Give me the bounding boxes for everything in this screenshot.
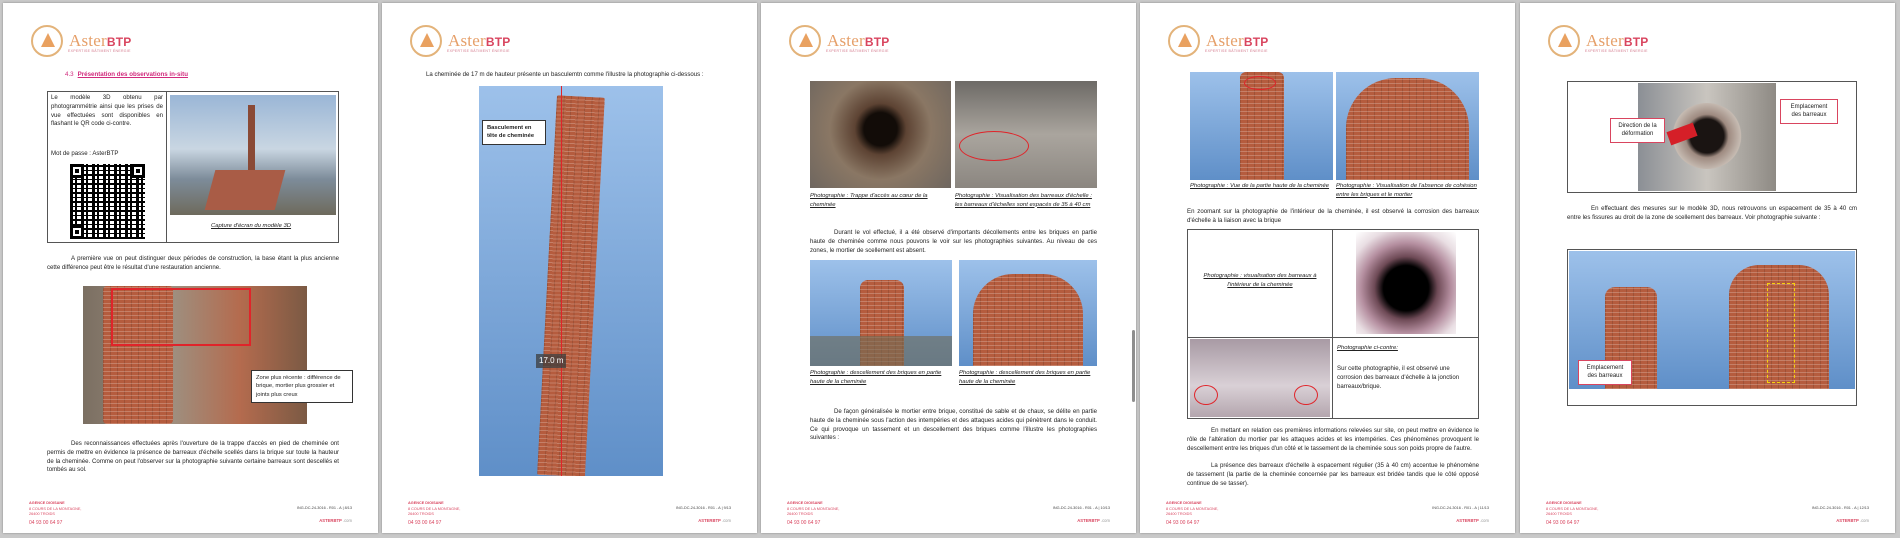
brick-detachment-photo-left bbox=[810, 260, 952, 366]
asterbtp-logo bbox=[410, 21, 510, 61]
logo-tagline: EXPERTISE BÂTIMENT ÉNERGIE bbox=[1585, 49, 1648, 53]
logo-brand-suffix: BTP bbox=[106, 34, 132, 49]
page-12 bbox=[1520, 3, 1895, 533]
chimney-top-photo bbox=[1190, 72, 1333, 180]
bars-highlight bbox=[959, 131, 1029, 161]
caption-against-body: Sur cette photographie, il est observé une corrosion des barreaux d'échelle à la jonction barreaux/brique. bbox=[1337, 365, 1460, 390]
logo-brand-suffix: BTP bbox=[1243, 34, 1269, 49]
caption-inside: Photographie : visualisation des barreaux à l'intérieur de la cheminée bbox=[1203, 273, 1317, 288]
footer-phone: 04 93 00 64 97 bbox=[408, 520, 442, 527]
caption-against-title: Photographie ci-contre: bbox=[1337, 345, 1398, 351]
bars-location-highlight bbox=[1767, 283, 1795, 383]
logo-mountain-icon bbox=[1168, 25, 1200, 57]
footer-address-2: 26400 TROIDS bbox=[1166, 512, 1192, 517]
logo-brand: Aster bbox=[1586, 30, 1624, 50]
footer-address-1: 8 COURS DE LA MONTAGNE, bbox=[29, 506, 82, 511]
chimney-shape bbox=[248, 105, 255, 175]
footer-address-2: 26400 TROIDS bbox=[787, 512, 813, 517]
asterbtp-logo bbox=[31, 21, 131, 61]
logo-tagline: EXPERTISE BÂTIMENT ÉNERGIE bbox=[68, 49, 131, 53]
intro-text: Le modèle 3D obtenu par photogrammétrie ainsi que les prises de vue effectuées sont disponibles en flashant le QR code ci-contre. bbox=[51, 94, 163, 128]
footer-address-1: 8 COURS DE LA MONTAGNE, bbox=[787, 506, 840, 511]
corrosion-highlight-left bbox=[1194, 385, 1218, 405]
footer-agency: AGENCE DIOISANE bbox=[787, 501, 823, 505]
label-direction: Direction de la déformation bbox=[1610, 118, 1665, 143]
paragraph-2: En mettant en relation ces premières informations relevées sur site, on peut mettre en évidence le rôle de l'altération du mortier par les attaques acides et les intempéries. Ces phénomènes provoquent le descellement entre les briques d'un côté et le tassement de la cheminée sous son poids propre de l'autre. bbox=[1187, 427, 1479, 452]
chimney-brick-shape bbox=[973, 274, 1083, 366]
access-trap-photo bbox=[810, 81, 951, 188]
paragraph-2: Des reconnaissances effectuées après l'ouverture de la trappe d'accès en pied de cheminée ont permis de mettre en évidence la présence de barreaux d'échelle scellés dans la brique sur toute la hauteur de la cheminée. Comme on peut l'observer sur la photographie suivante certaine barreaux sont descellés et tombés au sol. bbox=[47, 440, 339, 474]
logo-mountain-icon bbox=[31, 25, 63, 57]
page-footer bbox=[3, 493, 378, 533]
footer-brand-suffix: .com bbox=[1479, 518, 1489, 523]
footer-brand-suffix: .com bbox=[342, 518, 352, 523]
paragraph-3: La présence des barreaux d'échelle à espacement régulier (35 à 40 cm) accentue le phénomène de tassement (la partie de la cheminée concernée par les barreaux est bridée tandis que le côté opposé continue de se tasser). bbox=[1187, 462, 1479, 487]
caption-bars: Photographie : Visualisation des barreaux d'échelle : les barreaux d'échelles sont espacés de 35 à 40 cm bbox=[955, 193, 1092, 208]
asterbtp-logo bbox=[789, 21, 889, 61]
caption-top-right: Photographie : Visualisation de l'absence de cohésion entre les briques et le mortier bbox=[1336, 183, 1477, 198]
caption-left: Photographie : descellement des briques en partie haute de la cheminée bbox=[810, 370, 942, 385]
logo-tagline: EXPERTISE BÂTIMENT ÉNERGIE bbox=[1205, 49, 1268, 53]
caption-right: Photographie : descellement des briques en partie haute de la cheminée bbox=[959, 370, 1091, 385]
top-highlight bbox=[1244, 76, 1276, 90]
paragraph-1: Durant le vol effectué, il a été observé d'importants décollements entre les briques en partie haute de cheminée comme nous pouvons le voir sur les photographies suivantes. Au niveau de ces zones, le mortier de scellement est absent. bbox=[810, 229, 1097, 254]
footer-brand-suffix: .com bbox=[1859, 518, 1869, 523]
logo-mountain-icon bbox=[789, 25, 821, 57]
page-footer bbox=[1140, 493, 1515, 533]
corrosion-photo bbox=[1190, 339, 1330, 417]
footer-phone: 04 93 00 64 97 bbox=[29, 520, 63, 527]
vertical-scrollbar[interactable] bbox=[1132, 330, 1135, 402]
footer-brand: ASTERBTP bbox=[1077, 518, 1100, 523]
footer-reference: ING-DC-24-3016 - R01 - A | 10/13 bbox=[1052, 506, 1110, 510]
password-text: Mot de passe : AsterBTP bbox=[51, 150, 119, 157]
chimney-base-photo bbox=[83, 286, 307, 424]
landscape-shape bbox=[810, 336, 952, 366]
footer-reference: ING-DC-24-3016 - R01 - A | 11/13 bbox=[1432, 506, 1489, 510]
ladder-bars-photo bbox=[955, 81, 1097, 188]
logo-tagline: EXPERTISE BÂTIMENT ÉNERGIE bbox=[826, 49, 889, 53]
footer-phone: 04 93 00 64 97 bbox=[1166, 520, 1200, 527]
logo-brand: Aster bbox=[827, 30, 865, 50]
paragraph-1: A première vue on peut distinguer deux périodes de construction, la base étant la plus ancienne cette différence peut être le résultat d'une restauration ancienne. bbox=[47, 255, 339, 271]
logo-brand: Aster bbox=[448, 30, 486, 50]
footer-address-1: 8 COURS DE LA MONTAGNE, bbox=[408, 506, 461, 511]
footer-phone: 04 93 00 64 97 bbox=[1546, 520, 1580, 527]
footer-address-2: 26400 TROIDS bbox=[29, 512, 55, 517]
qr-eye bbox=[131, 164, 145, 178]
inside-chimney-photo bbox=[1356, 232, 1456, 334]
caption-trap: Photographie : Trappe d'accès au cœur de la cheminée bbox=[810, 193, 928, 208]
footer-agency: AGENCE DIOISANE bbox=[1546, 501, 1582, 505]
footer-address-1: 8 COURS DE LA MONTAGNE, bbox=[1166, 506, 1219, 511]
asterbtp-logo bbox=[1168, 21, 1268, 61]
paragraph-2: De façon généralisée le mortier entre brique, constitué de sable et de chaux, se délite en partie haute de la cheminée sous l'action des intempéries et des attaques acides qui pénètrent dans le conduit. Ce qui provoque un tassement et un descellement des briques comme l'illustre les photographies suivantes : bbox=[810, 408, 1097, 442]
height-measure-label: 17.0 m bbox=[536, 354, 566, 368]
footer-address-2: 26400 TROIDS bbox=[408, 512, 434, 517]
footer-reference: ING-DC-24-3016 - R01 - A | 8/13 bbox=[296, 506, 352, 510]
callout-tilt: Basculement en tête de cheminée bbox=[482, 120, 546, 145]
caption-top-left: Photographie : Vue de la partie haute de la cheminée bbox=[1190, 183, 1330, 189]
footer-agency: AGENCE DIOISANE bbox=[1166, 501, 1202, 505]
footer-agency: AGENCE DIOISANE bbox=[408, 501, 444, 505]
qr-eye bbox=[70, 225, 84, 239]
footer-brand-suffix: .com bbox=[1100, 518, 1110, 523]
asterbtp-logo bbox=[1548, 21, 1648, 61]
logo-brand: Aster bbox=[1206, 30, 1244, 50]
page-footer bbox=[382, 493, 757, 533]
page-8 bbox=[3, 3, 378, 533]
footer-reference: ING-DC-24-3016 - R01 - A | 12/13 bbox=[1811, 506, 1869, 510]
page-11 bbox=[1140, 3, 1515, 533]
chimney-brick-shape bbox=[537, 95, 605, 476]
logo-brand-suffix: BTP bbox=[1623, 34, 1649, 49]
section-number: 4.3 bbox=[65, 71, 74, 78]
logo-brand: Aster bbox=[69, 30, 107, 50]
footer-phone: 04 93 00 64 97 bbox=[787, 520, 821, 527]
page-10 bbox=[761, 3, 1136, 533]
intro-text: La cheminée de 17 m de hauteur présente un basculemtn comme l'illustre la photographie ci-dessous : bbox=[426, 71, 704, 78]
chimney-brick-shape bbox=[1346, 78, 1469, 180]
footer-brand: ASTERBTP bbox=[1456, 518, 1479, 523]
paragraph-1: En zoomant sur la photographie de l'intérieur de la cheminée, il est observé la corrosion des barreaux d'échelle à la liaison avec la brique bbox=[1187, 208, 1479, 224]
page-footer bbox=[1520, 493, 1895, 533]
inside-table-row bbox=[1187, 337, 1479, 338]
qr-eye bbox=[70, 164, 84, 178]
footer-brand-suffix: .com bbox=[721, 518, 731, 523]
model-3d-screenshot bbox=[170, 95, 336, 215]
qr-code[interactable] bbox=[70, 164, 145, 239]
footer-address-1: 8 COURS DE LA MONTAGNE, bbox=[1546, 506, 1599, 511]
logo-tagline: EXPERTISE BÂTIMENT ÉNERGIE bbox=[447, 49, 510, 53]
footer-brand: ASTERBTP bbox=[1836, 518, 1859, 523]
section-title-text: Présentation des observations in-situ bbox=[77, 71, 188, 78]
recent-zone-highlight bbox=[111, 288, 251, 346]
logo-mountain-icon bbox=[1548, 25, 1580, 57]
footer-address-2: 26400 TROIDS bbox=[1546, 512, 1572, 517]
page-9 bbox=[382, 3, 757, 533]
logo-brand-suffix: BTP bbox=[864, 34, 890, 49]
vertical-reference-line bbox=[561, 86, 562, 476]
footer-reference: ING-DC-24-3016 - R01 - A | 9/13 bbox=[675, 506, 731, 510]
footer-brand: ASTERBTP bbox=[698, 518, 721, 523]
label-bars-top: Emplacement des barreaux bbox=[1780, 99, 1838, 124]
roof-shape bbox=[205, 170, 286, 210]
footer-brand: ASTERBTP bbox=[319, 518, 342, 523]
corrosion-highlight-right bbox=[1294, 385, 1318, 405]
callout-recent-zone: Zone plus récente : différence de brique, mortier plus grossier et joints plus creux bbox=[251, 370, 353, 403]
footer-agency: AGENCE DIOISANE bbox=[29, 501, 65, 505]
page-footer bbox=[761, 493, 1136, 533]
paragraph-1: En effectuant des mesures sur le modèle 3D, nous retrouvons un espacement de 35 à 40 cm entre les fissures au droit de la zone de scellement des barreaux. Voir photographie suivante : bbox=[1567, 205, 1857, 221]
section-title bbox=[65, 71, 188, 80]
mortier-cohesion-photo bbox=[1336, 72, 1479, 180]
label-bars-bottom: Emplacement des barreaux bbox=[1578, 360, 1632, 385]
brick-detachment-photo-right bbox=[959, 260, 1097, 366]
caption-model: Capture d'écran du modèle 3D bbox=[211, 223, 292, 229]
logo-brand-suffix: BTP bbox=[485, 34, 511, 49]
logo-mountain-icon bbox=[410, 25, 442, 57]
